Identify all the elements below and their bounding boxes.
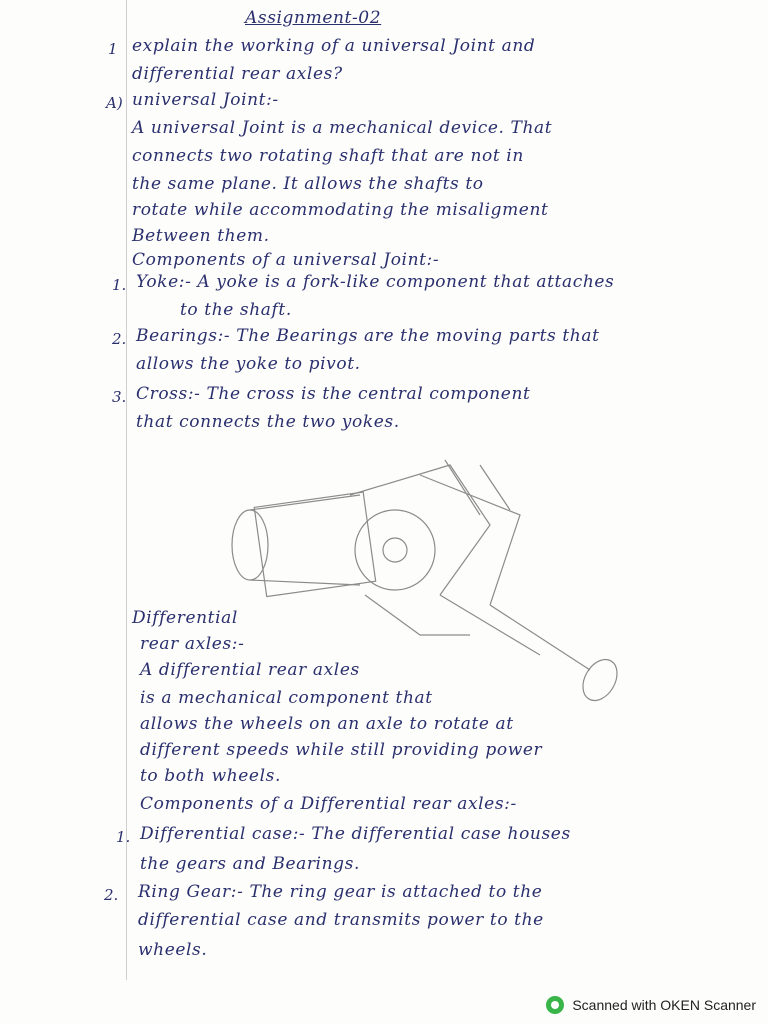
question-line-1: explain the working of a universal Joint and	[132, 36, 536, 56]
question-line-2: differential rear axles?	[132, 64, 343, 84]
diff-paragraph-line: is a mechanical component that	[140, 688, 433, 708]
paragraph-line: connects two rotating shaft that are not in	[132, 146, 524, 166]
diff-item-line: Differential case:- The differential case houses	[140, 824, 571, 844]
diff-item-line: wheels.	[138, 940, 208, 960]
heading-universal-joint: universal Joint:-	[132, 90, 279, 110]
diff-item-number: 2.	[104, 886, 119, 904]
diff-item-line: differential case and transmits power to the	[138, 910, 544, 930]
page-title: Assignment-02	[245, 8, 382, 28]
item-line: Yoke:- A yoke is a fork-like component that attaches	[136, 272, 615, 292]
paragraph-line: rotate while accommodating the misaligment	[132, 200, 549, 220]
diff-item-line: the gears and Bearings.	[140, 854, 360, 874]
scanner-footer-text: Scanned with OKEN Scanner	[572, 997, 756, 1013]
question-number: 1	[108, 40, 118, 58]
item-line: allows the yoke to pivot.	[136, 354, 361, 374]
diff-components-heading: Components of a Differential rear axles:-	[140, 794, 517, 814]
oken-scanner-logo-icon	[546, 996, 564, 1014]
paragraph-line: A universal Joint is a mechanical device. That	[132, 118, 553, 138]
diff-item-number: 1.	[116, 828, 131, 846]
diff-heading-line: Differential	[132, 608, 238, 628]
item-number: 2.	[112, 330, 127, 348]
answer-marker: A)	[106, 94, 123, 112]
diff-item-line: Ring Gear:- The ring gear is attached to the	[138, 882, 543, 902]
diff-paragraph-line: allows the wheels on an axle to rotate at	[140, 714, 514, 734]
item-line: Cross:- The cross is the central component	[136, 384, 531, 404]
item-line: that connects the two yokes.	[136, 412, 400, 432]
item-number: 1.	[112, 276, 127, 294]
scanner-footer	[546, 996, 756, 1014]
paragraph-line: Between them.	[132, 226, 270, 246]
diff-paragraph-line: A differential rear axles	[140, 660, 360, 680]
item-number: 3.	[112, 388, 127, 406]
item-line: to the shaft.	[180, 300, 292, 320]
diff-paragraph-line: different speeds while still providing power	[140, 740, 543, 760]
diff-paragraph-line: to both wheels.	[140, 766, 281, 786]
paragraph-line: the same plane. It allows the shafts to	[132, 174, 484, 194]
components-heading: Components of a universal Joint:-	[132, 250, 440, 270]
item-line: Bearings:- The Bearings are the moving parts that	[136, 326, 600, 346]
diff-heading-line: rear axles:-	[140, 634, 245, 654]
